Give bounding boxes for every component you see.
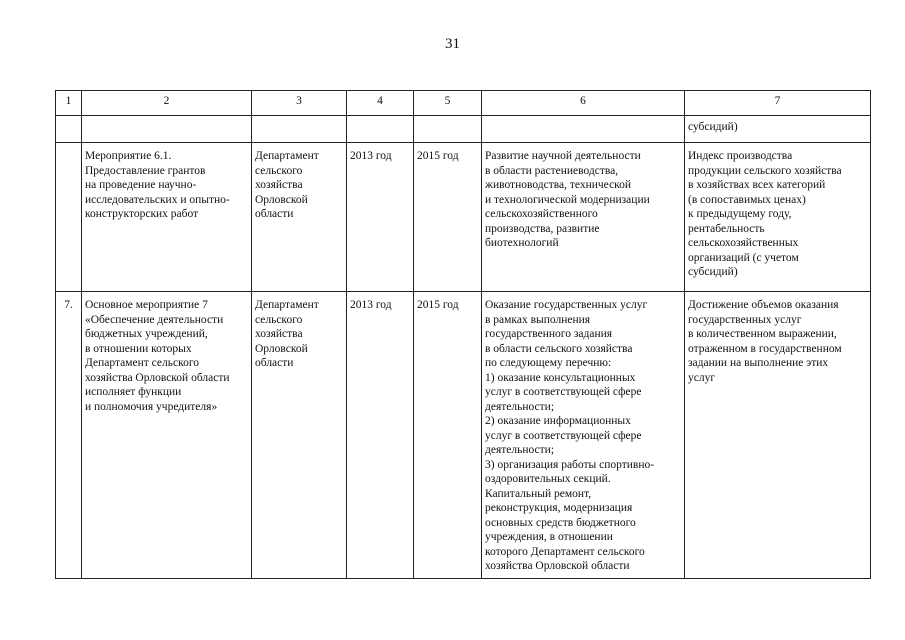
text-line: в рамках выполнения [485, 313, 591, 326]
text-line: исследовательских и опытно- [85, 193, 230, 206]
text-line: услуг в соответствующей сфере [485, 429, 642, 442]
text-line: исполняет функции [85, 386, 182, 398]
text-line: отраженном в государственном [688, 342, 842, 355]
text-line: субсидий) [688, 266, 738, 278]
header-cell-6: 6 [482, 91, 685, 116]
table-row [56, 292, 871, 579]
row-number: 7. [56, 292, 82, 579]
text-line: хозяйства Орловской области [85, 371, 230, 384]
text-line: «Обеспечение деятельности [85, 313, 224, 326]
text-line: Орловской [255, 193, 308, 206]
cont-cell-2 [82, 116, 252, 143]
text-line: сельского [255, 164, 303, 177]
indicator-cell [685, 143, 871, 292]
event-cell [82, 143, 252, 292]
text-line: основных средств бюджетного [485, 516, 636, 529]
text-line: 3) организация работы спортивно- [485, 458, 655, 471]
header-cell-2: 2 [82, 91, 252, 116]
text-line: Мероприятие 6.1. [85, 150, 172, 162]
executor-cell [252, 292, 347, 579]
header-cell-1: 1 [56, 91, 82, 116]
text-line: 1) оказание консультационных [485, 371, 636, 384]
start-year-cell: 2013 год [347, 292, 414, 579]
text-line: оздоровительных секций. [485, 473, 611, 485]
indicator-cell [685, 292, 871, 579]
text-line: хозяйства Орловской области [485, 560, 630, 572]
header-row [56, 91, 871, 116]
text-line: в количественном выражении, [688, 328, 837, 340]
text-line: Оказание государственных услуг [485, 299, 648, 311]
text-line: по следующему перечню: [485, 357, 612, 369]
text-line: Департамент сельского [85, 357, 200, 369]
start-year-cell: 2013 год [347, 143, 414, 292]
text-line: производства, развитие [485, 222, 600, 235]
text-line: сельского [255, 313, 303, 326]
text-line: (в сопоставимых ценах) [688, 193, 806, 206]
text-line: Развитие научной деятельности [485, 150, 641, 162]
program-table [55, 90, 871, 579]
text-line: продукции сельского хозяйства [688, 164, 842, 177]
text-line: Департамент [255, 299, 319, 311]
cont-cell-1 [56, 116, 82, 143]
header-cell-3: 3 [252, 91, 347, 116]
text-line: к предыдущему году, [688, 208, 792, 220]
end-year-cell: 2015 год [414, 143, 482, 292]
text-line: в отношении которых [85, 342, 192, 355]
text-line: биотехнологий [485, 237, 559, 249]
row-number [56, 143, 82, 292]
result-cell [482, 292, 685, 579]
text-line: деятельности; [485, 444, 555, 456]
text-line: Индекс производства [688, 150, 793, 162]
text-line: организаций (с учетом [688, 251, 799, 264]
text-line: задании на выполнение этих [688, 357, 829, 369]
continuation-row [56, 116, 871, 143]
text-line: сельскохозяйственных [688, 237, 799, 249]
header-cell-4: 4 [347, 91, 414, 116]
text-line: сельскохозяйственного [485, 208, 598, 220]
header-cell-7: 7 [685, 91, 871, 116]
text-line: учреждения, в отношении [485, 531, 613, 543]
text-line: услуг [688, 371, 716, 384]
table-row [56, 143, 871, 292]
event-cell [82, 292, 252, 579]
text-line: 2) оказание информационных [485, 415, 631, 427]
text-line: деятельности; [485, 400, 555, 413]
executor-cell [252, 143, 347, 292]
page-number: 31 [445, 36, 460, 52]
text-line: Достижение объемов оказания [688, 299, 839, 311]
cont-cell-6 [482, 116, 685, 143]
text-line: области [255, 357, 294, 369]
text-line: услуг в соответствующей сфере [485, 386, 642, 398]
text-line: Основное мероприятие 7 [85, 299, 208, 311]
text-line: Орловской [255, 342, 308, 355]
text-line: рентабельность [688, 222, 765, 235]
cont-cell-5 [414, 116, 482, 143]
text-line: и технологической модернизации [485, 193, 650, 206]
text-line: хозяйства [255, 179, 303, 191]
cont-cell-3 [252, 116, 347, 143]
text-line: Департамент [255, 150, 319, 162]
text-line: которого Департамент сельского [485, 545, 645, 558]
text-line: хозяйства [255, 328, 303, 340]
cont-cell-4 [347, 116, 414, 143]
header-cell-5: 5 [414, 91, 482, 116]
text-line: Предоставление грантов [85, 164, 206, 177]
text-line: животноводства, технической [485, 179, 632, 191]
text-line: государственных услуг [688, 313, 802, 326]
text-line: в хозяйствах всех категорий [688, 179, 826, 191]
text-line: конструкторских работ [85, 208, 199, 220]
text-line: реконструкция, модернизация [485, 502, 633, 514]
text-line: Капитальный ремонт, [485, 487, 592, 500]
cont-cell-7: субсидий) [685, 116, 871, 143]
text-line: в области сельского хозяйства [485, 342, 633, 355]
text-line: бюджетных учреждений, [85, 328, 208, 340]
text-line: в области растениеводства, [485, 164, 619, 177]
text-line: государственного задания [485, 328, 613, 340]
text-line: области [255, 208, 294, 220]
end-year-cell: 2015 год [414, 292, 482, 579]
result-cell [482, 143, 685, 292]
text-line: на проведение научно- [85, 179, 197, 191]
text-line: и полномочия учредителя» [85, 400, 218, 413]
